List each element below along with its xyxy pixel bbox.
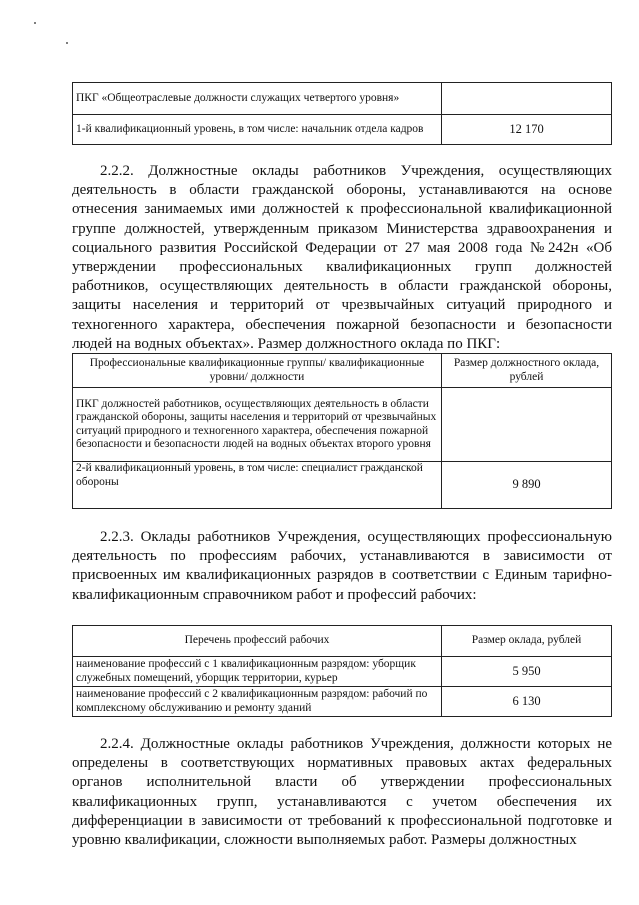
table-header-groups: Профессиональные квалификационные группы/ квалификационные уровни/ должности (73, 354, 442, 388)
table-row (73, 657, 612, 687)
table-row (73, 687, 612, 717)
table-cell-position: 2-й квалификационный уровень, в том числе: специалист гражданской обороны (73, 462, 442, 509)
salary-table-workers (72, 625, 612, 717)
table-row (73, 462, 612, 509)
table-row (73, 388, 612, 462)
table-cell-profession: наименование профессий с 1 квалификационным разрядом: уборщик служебных помещений, уборщик территории, курьер (73, 657, 442, 687)
table-row (73, 83, 612, 115)
table-header-row (73, 626, 612, 657)
table-cell-position: 1-й квалификационный уровень, в том числе: начальник отдела кадров (73, 115, 442, 145)
scan-speck (34, 22, 36, 24)
paragraph-2-2-3: 2.2.3. Оклады работников Учреждения, осуществляющих профессиональную деятельность по профессиям рабочих, устанавливаются в зависимости от присвоенных им квалификационных разрядов в соответствии с Единым тарифно-квалификационным справочником работ и профессий рабочих: (72, 529, 612, 603)
table-cell-group: ПКГ должностей работников, осуществляющих деятельность в области гражданской обороны, защиты населения и территорий от чрезвычайных ситуаций природного и техногенного характера, обеспечения пожарной безопасности и безопасности людей на водных объектах второго уровня (73, 388, 442, 462)
salary-table-civil-defense (72, 353, 612, 509)
scan-speck (66, 42, 68, 44)
table-cell-salary: 12 170 (442, 115, 612, 145)
paragraph-2-2-2: 2.2.2. Должностные оклады работников Учреждения, осуществляющих деятельность в области гражданской обороны, устанавливаются на основе отнесения занимаемых ими должностей к профессиональной квалификационной группе должностей, утвержденным приказом Министерства здравоохранения и социального развития Российской Федерации от 27 мая 2008 года №242н «Об утверждении профессиональных квалификационных групп должностей работников, осуществляющих деятельность в области гражданской обороны, защиты населения и территорий от чрезвычайных ситуаций природного и техногенного характера, обеспечения пожарной безопасности и безопасности людей на водных объектах». Размер должностного оклада по ПКГ: (72, 163, 612, 352)
salary-table-4th-level (72, 82, 612, 145)
table-cell-salary (442, 83, 612, 115)
table-cell-salary: 5 950 (442, 657, 612, 687)
table-cell-salary: 9 890 (442, 462, 612, 509)
table-cell-salary (442, 388, 612, 462)
table-cell-salary: 6 130 (442, 687, 612, 717)
paragraph-2-2-4: 2.2.4. Должностные оклады работников Учреждения, должности которых не определены в соответствующих нормативных правовых актах федеральных органов исполнительной власти об утверждении профессиональных квалификационных групп, устанавливаются с учетом обеспечения их дифференциации в зависимости от требований к профессиональной подготовке и уровню квалификации, сложности выполняемых работ. Размеры должностных (72, 736, 612, 849)
table-cell-profession: наименование профессий с 2 квалификационным разрядом: рабочий по комплексному обслуживанию и ремонту зданий (73, 687, 442, 717)
table-header-row (73, 354, 612, 388)
table-header-salary: Размер оклада, рублей (442, 626, 612, 657)
table-header-professions: Перечень профессий рабочих (73, 626, 442, 657)
table-row (73, 115, 612, 145)
table-header-salary: Размер должностного оклада, рублей (442, 354, 612, 388)
table-cell-group: ПКГ «Общеотраслевые должности служащих четвертого уровня» (73, 83, 442, 115)
